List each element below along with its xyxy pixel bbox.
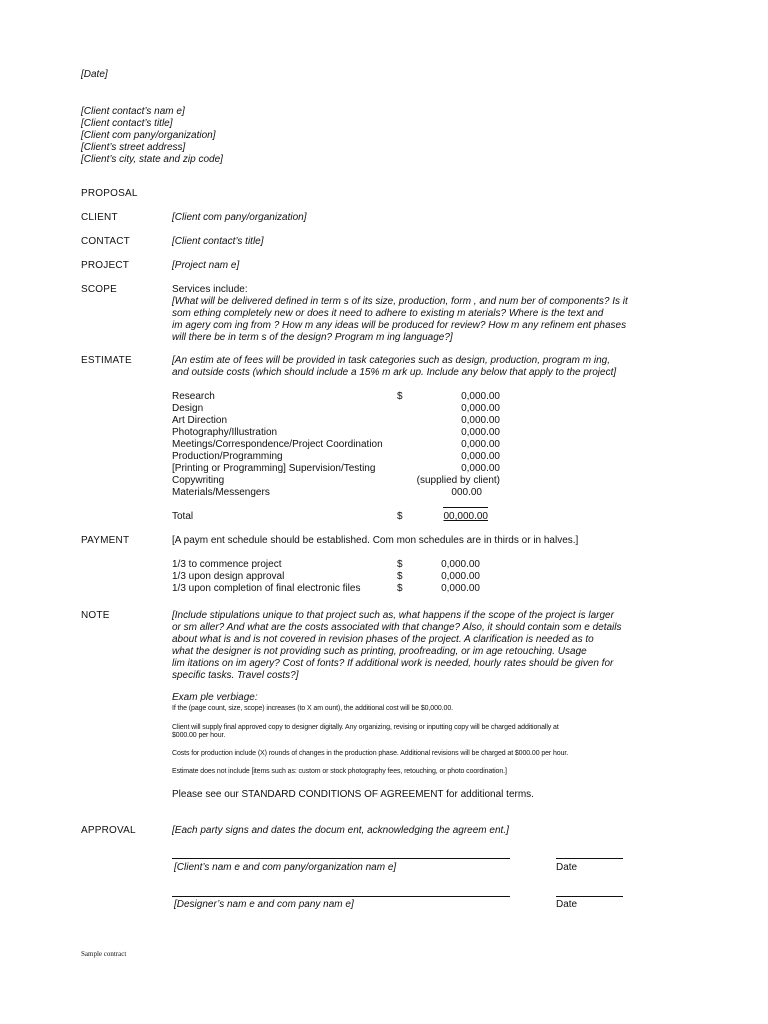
note-line: or sm aller? And what are the costs associated with that change? Also, it should contain som e details	[172, 622, 622, 633]
estimate-label: ESTIMATE	[81, 355, 132, 366]
estimate-item-amount: 0,000.00	[461, 391, 500, 402]
designer-signature-line	[172, 896, 510, 897]
project-label: PROJECT	[81, 260, 130, 271]
client-signature-line	[172, 858, 510, 859]
note-line: specific tasks. Travel costs?]	[172, 670, 299, 681]
note-line: what the designer is not providing such as printing, proofreading, or im age retouching. Usage	[172, 646, 587, 657]
estimate-item-name: Copywriting	[172, 475, 225, 486]
estimate-item-amount: (supplied by client)	[416, 475, 500, 486]
scope-line: som ething completely new or does it need to adhere to existing m aterials? Where is the text and	[172, 308, 604, 319]
project-value: [Project nam e]	[172, 260, 240, 271]
estimate-item-amount: 0,000.00	[461, 403, 500, 414]
payment-item-amounts	[400, 559, 480, 595]
scope-block	[172, 284, 628, 344]
estimate-item-amount: 0,000.00	[461, 415, 500, 426]
address-line: [Client’s city, state and zip code]	[81, 154, 223, 165]
payment-item-name: 1/3 to commence project	[172, 559, 282, 570]
example-line: Client will supply final approved copy to designer digitally. Any organizing, revising or inputting copy will be charged additionally at	[172, 724, 559, 731]
payment-item-amount: 0,000.00	[441, 571, 480, 582]
estimate-total-label: Total	[172, 511, 194, 522]
example-line: $000.00 per hour.	[172, 732, 226, 739]
estimate-item-name: Meetings/Correspondence/Project Coordination	[172, 439, 383, 450]
address-line: [Client’s street address]	[81, 142, 186, 153]
payment-currency-symbol: $	[397, 583, 403, 594]
contact-label: CONTACT	[81, 236, 130, 247]
note-line: about what is and is not covered in revision phases of the project. A clarification is needed as to	[172, 634, 594, 645]
scope-label: SCOPE	[81, 284, 118, 295]
estimate-item-name: Production/Programming	[172, 451, 283, 462]
payment-item-amount: 0,000.00	[441, 559, 480, 570]
estimate-item-name: [Printing or Programming] Supervision/Testing	[172, 463, 376, 474]
standard-conditions-note: Please see our STANDARD CONDITIONS OF AGREEMENT for additional terms.	[172, 789, 534, 800]
note-line: [Include stipulations unique to that project such as, what happens if the scope of the project is larger	[172, 610, 614, 621]
client-date-line	[556, 858, 623, 859]
total-rule	[443, 507, 488, 508]
estimate-total-amount: 00,000.00	[443, 511, 488, 522]
payment-item-amount: 0,000.00	[441, 583, 480, 594]
contact-value: [Client contact’s title]	[172, 236, 264, 247]
estimate-item-name: Art Direction	[172, 415, 228, 426]
address-line: [Client contact’s nam e]	[81, 106, 185, 117]
payment-item-names	[172, 559, 360, 595]
estimate-item-name: Research	[172, 391, 215, 402]
example-line: If the (page count, size, scope) increases (to X am ount), the additional cost will be $0,000.00.	[172, 705, 453, 712]
scope-intro: Services include:	[172, 284, 248, 295]
estimate-intro-line: and outside costs (which should include a 15% m ark up. Include any below that apply to the project]	[172, 367, 617, 378]
footer-note: Sample contract	[81, 950, 127, 958]
approval-intro: [Each party signs and dates the docum ent, acknowledging the agreem ent.]	[172, 825, 509, 836]
address-line: [Client contact’s title]	[81, 118, 173, 129]
estimate-item-names	[172, 391, 383, 499]
proposal-heading: PROPOSAL	[81, 188, 138, 199]
note-line: lim itations on im agery? Cost of fonts? If additional work is needed, hourly rates should be given for	[172, 658, 614, 669]
date-placeholder: [Date]	[81, 69, 108, 80]
payment-currency-symbol: $	[397, 571, 403, 582]
designer-date-line	[556, 896, 623, 897]
designer-date-label: Date	[556, 899, 578, 910]
estimate-item-amount: 0,000.00	[461, 427, 500, 438]
payment-label: PAYMENT	[81, 535, 130, 546]
note-block	[172, 610, 622, 682]
payment-currency-symbol: $	[397, 559, 403, 570]
approval-label: APPROVAL	[81, 825, 136, 836]
estimate-intro-line: [An estim ate of fees will be provided in task categories such as design, production, program m ing,	[172, 355, 611, 366]
address-line: [Client com pany/organization]	[81, 130, 216, 141]
client-date-label: Date	[556, 862, 578, 873]
address-block	[81, 106, 223, 166]
payment-intro: [A paym ent schedule should be established. Com mon schedules are in thirds or in halves.]	[172, 535, 579, 546]
client-value: [Client com pany/organization]	[172, 212, 307, 223]
payment-item-name: 1/3 upon completion of final electronic files	[172, 583, 361, 594]
note-label: NOTE	[81, 610, 110, 621]
estimate-item-amount: 0,000.00	[461, 463, 500, 474]
estimate-item-amount: 0,000.00	[461, 451, 500, 462]
estimate-item-name: Materials/Messengers	[172, 487, 270, 498]
scope-line: im agery com ing from ? How m any ideas will be produced for review? How m any refinem ent phases	[172, 320, 627, 331]
estimate-currency-symbol: $	[397, 391, 403, 402]
scope-line: [What will be delivered defined in term s of its size, production, form , and num ber of components? Is it	[172, 296, 628, 307]
estimate-item-amount: 000.00	[451, 487, 482, 498]
example-line: Costs for production include (X) rounds of changes in the production phase. Additional revisions will be charged at $000.00 per hour.	[172, 750, 569, 757]
example-line: Estimate does not include [items such as: custom or stock photography fees, retouching, or photo coordination.]	[172, 768, 507, 775]
estimate-item-name: Design	[172, 403, 204, 414]
client-signature-caption: [Client’s nam e and com pany/organization nam e]	[174, 862, 397, 873]
estimate-total-currency: $	[397, 511, 403, 522]
example-heading: Exam ple verbiage:	[172, 692, 258, 703]
estimate-item-name: Photography/Illustration	[172, 427, 278, 438]
scope-line: will there be in term s of the design? Program m ing language?]	[172, 332, 453, 343]
designer-signature-caption: [Designer’s nam e and com pany nam e]	[174, 899, 354, 910]
client-label: CLIENT	[81, 212, 118, 223]
payment-item-name: 1/3 upon design approval	[172, 571, 285, 582]
estimate-item-amounts	[400, 391, 500, 499]
estimate-intro	[172, 355, 616, 379]
estimate-item-amount: 0,000.00	[461, 439, 500, 450]
